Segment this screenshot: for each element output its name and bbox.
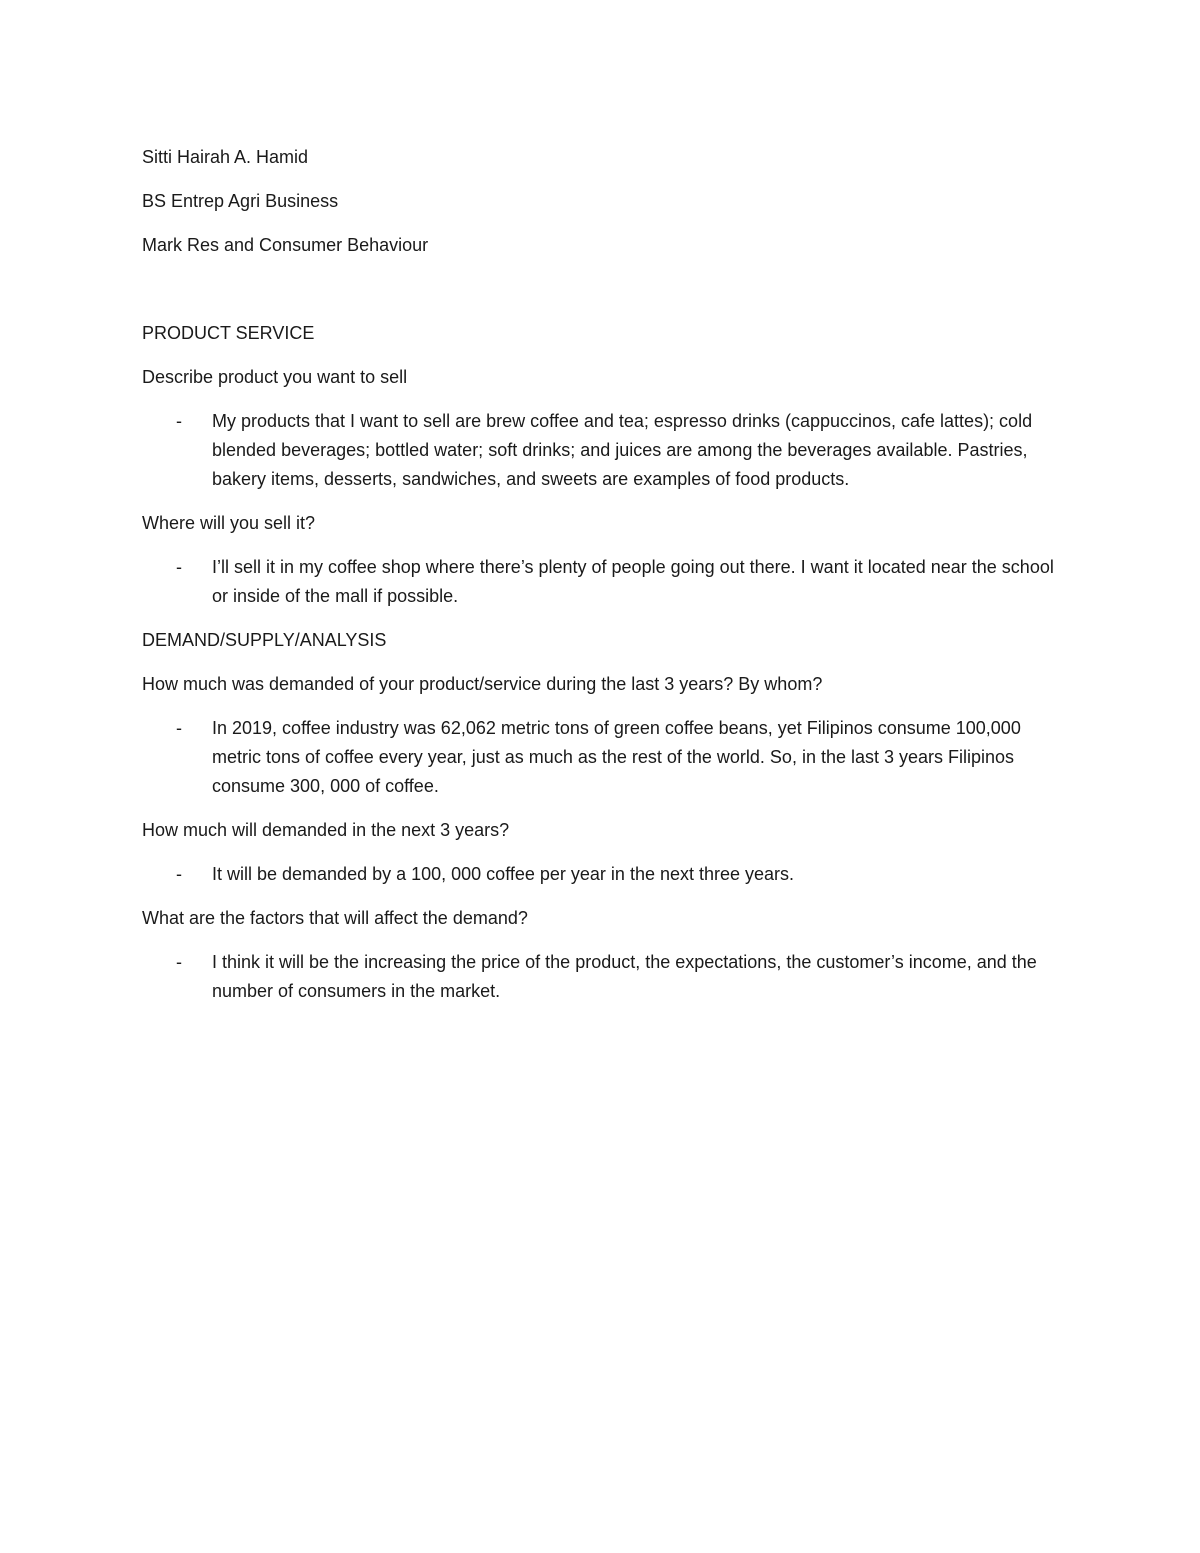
product-question-1: Describe product you want to sell — [142, 367, 408, 387]
answer-text: I’ll sell it in my coffee shop where there’s plenty of people going out there. I want it located near the school or inside of the mall if possible. — [212, 557, 1054, 606]
bullet-dash: - — [176, 557, 182, 577]
demand-answer-3 — [142, 948, 1072, 1006]
product-answer-2 — [142, 553, 1072, 611]
document-body — [142, 143, 1072, 1021]
product-answer-1 — [142, 407, 1072, 494]
program-name: BS Entrep Agri Business — [142, 191, 339, 211]
answer-text: My products that I want to sell are brew coffee and tea; espresso drinks (cappuccinos, cafe lattes); cold blended beverages; bottled water; soft drinks; and juices are among the beverages available. Pastries, bakery items, desserts, sandwiches, and sweets are examples of food products. — [212, 411, 1033, 489]
product-service-heading: PRODUCT SERVICE — [142, 323, 315, 343]
bullet-dash: - — [176, 718, 182, 738]
demand-question-2: How much will demanded in the next 3 years? — [142, 820, 510, 840]
demand-question-1: How much was demanded of your product/service during the last 3 years? By whom? — [142, 674, 823, 694]
bullet-dash: - — [176, 411, 182, 431]
demand-question-3: What are the factors that will affect the demand? — [142, 908, 528, 928]
bullet-dash: - — [176, 864, 182, 884]
demand-answer-1 — [142, 714, 1072, 801]
answer-text: I think it will be the increasing the price of the product, the expectations, the customer’s income, and the number of consumers in the market. — [212, 952, 1037, 1001]
answer-text: It will be demanded by a 100, 000 coffee per year in the next three years. — [212, 864, 795, 884]
demand-heading: DEMAND/SUPPLY/ANALYSIS — [142, 630, 387, 650]
demand-answer-2 — [142, 860, 1072, 889]
product-question-2: Where will you sell it? — [142, 513, 316, 533]
student-name: Sitti Hairah A. Hamid — [142, 147, 309, 167]
bullet-dash: - — [176, 952, 182, 972]
answer-text: In 2019, coffee industry was 62,062 metric tons of green coffee beans, yet Filipinos consume 100,000 metric tons of coffee every year, just as much as the rest of the world. So, in the last 3 years Filipinos consume 300, 000 of coffee. — [212, 718, 1021, 796]
subject-name: Mark Res and Consumer Behaviour — [142, 235, 429, 255]
